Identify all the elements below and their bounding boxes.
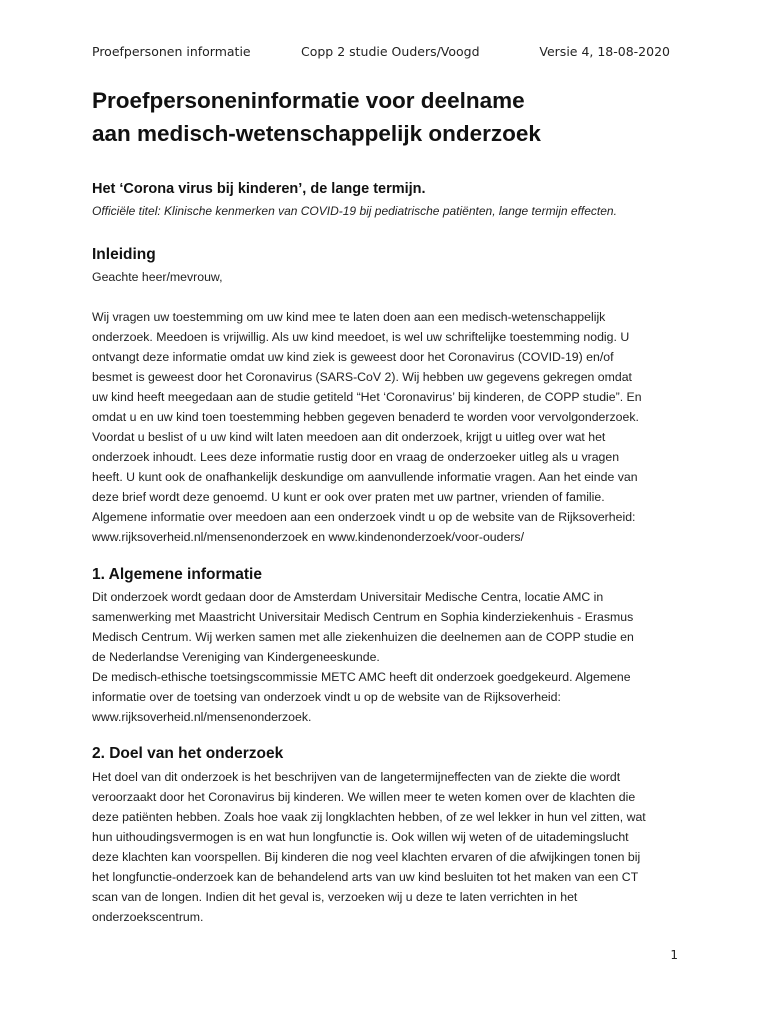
section-2-paragraph [92, 767, 646, 927]
paragraph-line: uw kind heeft meegedaan aan de studie getiteld “Het ‘Coronavirus’ bij kinderen, de COPP studie”. En [92, 390, 642, 404]
intro-heading: Inleiding [92, 246, 156, 263]
paragraph-line: www.rijksoverheid.nl/mensenonderzoek. [92, 710, 312, 724]
paragraph-line: onderzoekscentrum. [92, 910, 204, 924]
paragraph-line: deze brief wordt deze genoemd. U kunt er ook over praten met uw partner, vrienden of familie. [92, 490, 605, 504]
paragraph-line: onderzoek. Meedoen is vrijwillig. Als uw kind meedoet, is wel uw schriftelijke toestemming nodig. U [92, 330, 630, 344]
paragraph-line: scan van de longen. Indien dit het geval is, verzoeken wij u deze te laten verrichten in het [92, 890, 578, 904]
page-title-line-2: aan medisch-wetenschappelijk onderzoek [92, 121, 541, 146]
paragraph-line: Wij vragen uw toestemming om uw kind mee te laten doen aan een medisch-wetenschappelijk [92, 310, 606, 324]
section-1-paragraph [92, 587, 634, 727]
paragraph-line: hun uithoudingsvermogen is en wat hun longfunctie is. Ook willen wij weten of de uitademingslucht [92, 830, 629, 844]
paragraph-line: ontvangt deze informatie omdat uw kind ziek is geweest door het Coronavirus (COVID-19) en/of [92, 350, 614, 364]
paragraph-line: Dit onderzoek wordt gedaan door de Amsterdam Universitair Medische Centra, locatie AMC in [92, 590, 604, 604]
paragraph-line: heeft. U kunt ook de onafhankelijk deskundige om aanvullende informatie vragen. Aan het einde van [92, 470, 638, 484]
paragraph-line: het longfunctie-onderzoek kan de behandelend arts van uw kind besluiten tot het maken van een CT [92, 870, 639, 884]
paragraph-line: deze patiënten hebben. Zoals hoe vaak zij longklachten hebben, of ze wel lekker in hun vel zitten, wat [92, 810, 646, 824]
page-number: 1 [670, 948, 678, 962]
header-center: Copp 2 studie Ouders/Voogd [301, 44, 480, 59]
intro-salutation [92, 267, 223, 287]
paragraph-line: Voordat u beslist of u uw kind wilt laten meedoen aan dit onderzoek, krijgt u uitleg over wat het [92, 430, 606, 444]
paragraph-line: de Nederlandse Vereniging van Kindergeneeskunde. [92, 650, 380, 664]
header-right: Versie 4, 18-08-2020 [539, 44, 670, 59]
official-title: Officiële titel: Klinische kenmerken van COVID-19 bij pediatrische patiënten, lange termijn effecten. [92, 204, 617, 218]
paragraph-line: samenwerking met Maastricht Universitair Medisch Centrum en Sophia kinderziekenhuis - Erasmus [92, 610, 634, 624]
paragraph-line: Algemene informatie over meedoen aan een onderzoek vindt u op de website van de Rijksoverheid: [92, 510, 636, 524]
section-1-heading: 1. Algemene informatie [92, 566, 262, 583]
study-subtitle: Het ‘Corona virus bij kinderen’, de lange termijn. [92, 181, 426, 197]
paragraph-line: informatie over de toetsing van onderzoek vindt u op de website van de Rijksoverheid: [92, 690, 561, 704]
paragraph-line: omdat u en uw kind toen toestemming hebben gegeven benaderd te worden voor vervolgonderzoek. [92, 410, 639, 424]
section-2-heading: 2. Doel van het onderzoek [92, 745, 284, 762]
intro-paragraph [92, 307, 642, 547]
paragraph-line: Medisch Centrum. Wij werken samen met alle ziekenhuizen die deelnemen aan de COPP studie en [92, 630, 634, 644]
paragraph-line: besmet is geweest door het Coronavirus (SARS-CoV 2). Wij hebben uw gegevens gekregen omdat [92, 370, 632, 384]
paragraph-line: Het doel van dit onderzoek is het beschrijven van de langetermijneffecten van de ziekte die wordt [92, 770, 621, 784]
paragraph-line: www.rijksoverheid.nl/mensenonderzoek en www.kindenonderzoek/voor-ouders/ [92, 530, 524, 544]
paragraph-line: De medisch-ethische toetsingscommissie METC AMC heeft dit onderzoek goedgekeurd. Algemene [92, 670, 631, 684]
page-title [92, 84, 541, 150]
paragraph-line: onderzoek inhoudt. Lees deze informatie rustig door en vraag de onderzoeker uitleg als u vragen [92, 450, 620, 464]
paragraph-line: veroorzaakt door het Coronavirus bij kinderen. We willen meer te weten komen over de klachten die [92, 790, 636, 804]
paragraph-line: deze klachten kan voorspellen. Bij kinderen die nog veel klachten ervaren of die afwijkingen tonen bij [92, 850, 641, 864]
header-left: Proefpersonen informatie [92, 44, 251, 59]
salutation-line: Geachte heer/mevrouw, [92, 270, 223, 284]
page-title-line-1: Proefpersoneninformatie voor deelname [92, 88, 525, 113]
